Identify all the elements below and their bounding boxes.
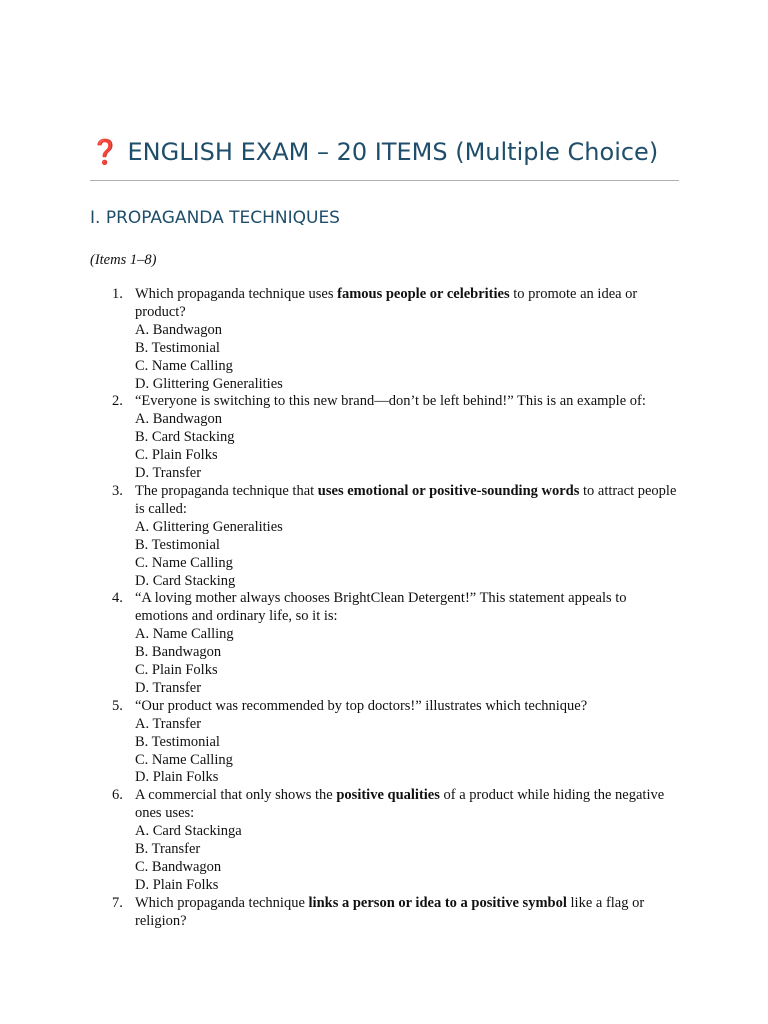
answer-choice: C. Name Calling	[135, 554, 233, 571]
question-number: 3.	[112, 482, 123, 499]
question-text	[135, 483, 680, 519]
answer-choice: B. Testimonial	[135, 733, 220, 750]
answer-choice: D. Glittering Generalities	[135, 375, 283, 392]
question-number: 1.	[112, 286, 123, 302]
question-text	[135, 787, 680, 823]
question-text-part: “Everyone is switching to this new brand—don’t be left behind!” This is an example of:	[135, 393, 646, 410]
answer-choice: B. Card Stacking	[135, 429, 235, 446]
answer-choice: A. Glittering Generalities	[135, 518, 283, 535]
question-list	[90, 286, 680, 931]
answer-choice: C. Name Calling	[135, 357, 233, 374]
question-text	[135, 895, 680, 931]
answer-choice: B. Transfer	[135, 841, 201, 858]
answer-choice: A. Card Stackinga	[135, 823, 242, 840]
answer-choice: A. Transfer	[135, 715, 202, 732]
answer-choice: A. Bandwagon	[135, 411, 222, 428]
question-text-emphasis: famous people or celebrities	[337, 286, 510, 302]
page-title: ❓ ENGLISH EXAM – 20 ITEMS (Multiple Choice)	[90, 138, 659, 166]
question-text-part: “A loving mother always chooses BrightClean Detergent!” This statement appeals to emotions and ordinary life, so it is:	[135, 590, 627, 625]
question-text-part: of a product while hiding the negative ones uses:	[135, 787, 665, 822]
answer-choice: D. Card Stacking	[135, 572, 236, 589]
question-number: 7.	[112, 894, 123, 911]
question-text	[135, 590, 680, 626]
answer-choice: B. Bandwagon	[135, 644, 222, 661]
question-item	[90, 895, 680, 931]
answer-choice: B. Testimonial	[135, 339, 220, 356]
question-item	[90, 590, 680, 697]
items-range-note: (Items 1–8)	[90, 252, 157, 268]
question-text-part: The propaganda technique that	[135, 482, 318, 499]
question-number: 4.	[112, 590, 123, 607]
question-text-part: Which propaganda technique uses	[135, 286, 338, 302]
answer-choice: C. Name Calling	[135, 751, 233, 768]
question-item	[90, 483, 680, 590]
answer-choice: D. Transfer	[135, 679, 202, 696]
question-number: 2.	[112, 393, 123, 410]
question-text	[135, 393, 680, 411]
question-item	[90, 393, 680, 483]
question-text-emphasis: links a person or idea to a positive symbol	[308, 894, 567, 911]
question-item	[90, 286, 680, 393]
answer-choice: C. Bandwagon	[135, 859, 222, 875]
answer-choice: D. Transfer	[135, 465, 202, 482]
question-item	[90, 698, 680, 788]
question-text-part: Which propaganda technique	[135, 894, 309, 911]
answer-choice: A. Bandwagon	[135, 321, 222, 338]
question-number: 6.	[112, 787, 123, 804]
answer-choice: C. Plain Folks	[135, 662, 218, 679]
question-text-part: like a flag or religion?	[135, 894, 645, 929]
question-item	[90, 787, 680, 894]
answer-choice: D. Plain Folks	[135, 769, 219, 786]
question-text-emphasis: uses emotional or positive-sounding words	[317, 482, 580, 499]
question-text-part: to promote an idea or product?	[135, 286, 638, 320]
question-text	[135, 286, 680, 322]
question-text-part: “Our product was recommended by top doctors!” illustrates which technique?	[135, 697, 588, 714]
question-text-part: A commercial that only shows the	[135, 787, 337, 804]
title-divider	[90, 180, 679, 181]
question-text	[135, 698, 680, 716]
answer-choice: D. Plain Folks	[135, 876, 219, 893]
answer-choice: C. Plain Folks	[135, 447, 218, 464]
question-number: 5.	[112, 697, 123, 714]
question-text-part: to attract people is called:	[135, 482, 677, 517]
section-heading: I. PROPAGANDA TECHNIQUES	[90, 208, 340, 228]
question-text-emphasis: positive qualities	[336, 787, 440, 804]
answer-choice: A. Name Calling	[135, 626, 234, 643]
answer-choice: B. Testimonial	[135, 536, 220, 553]
